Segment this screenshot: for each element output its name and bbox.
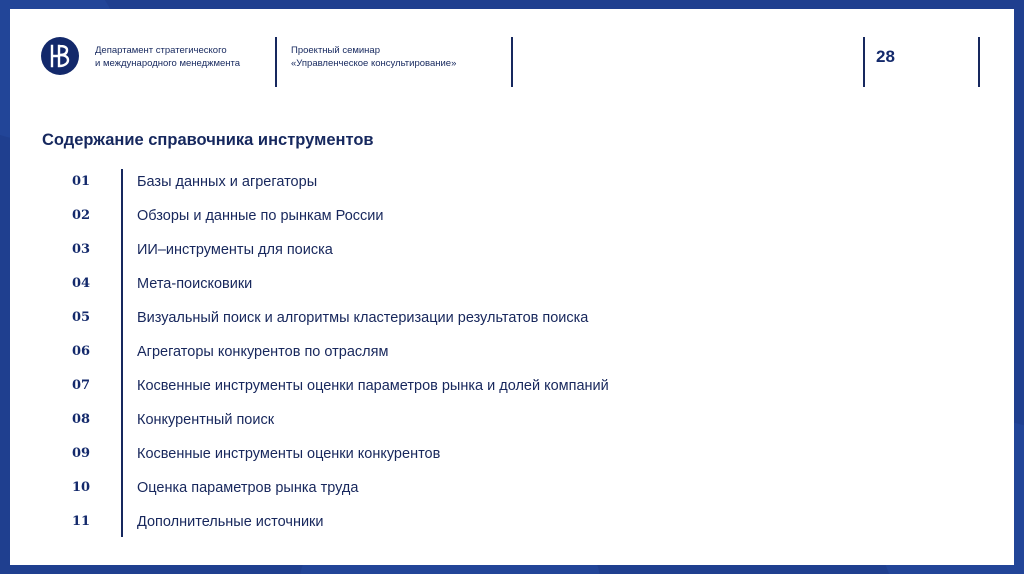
hse-logo-glyph xyxy=(48,43,72,69)
toc-item xyxy=(42,473,742,507)
toc-item xyxy=(42,201,742,235)
department-line-2: и международного менеджмента xyxy=(95,58,241,69)
toc-item xyxy=(42,235,742,269)
toc-item-number: 06 xyxy=(72,344,91,359)
header-divider xyxy=(511,37,513,87)
department-name xyxy=(95,44,270,70)
toc-item-label: Конкурентный поиск xyxy=(137,412,275,428)
seminar-line-2: «Управленческое консультирование» xyxy=(291,58,457,69)
toc-item-number: 08 xyxy=(72,412,91,427)
toc-item xyxy=(42,337,742,371)
slide xyxy=(10,9,1014,565)
toc-item-number: 11 xyxy=(72,514,91,529)
toc-item-number: 02 xyxy=(72,208,91,223)
toc-item xyxy=(42,439,742,473)
table-of-contents xyxy=(42,167,742,541)
toc-item-label: Косвенные инструменты оценки конкурентов xyxy=(137,446,441,462)
toc-item-label: Оценка параметров рынка труда xyxy=(137,480,359,496)
toc-item-label: ИИ–инструменты для поиска xyxy=(137,242,333,258)
toc-item-label: Базы данных и агрегаторы xyxy=(137,174,318,190)
hse-logo-icon xyxy=(41,37,79,75)
toc-item-label: Обзоры и данные по рынкам России xyxy=(137,208,384,224)
toc-item xyxy=(42,507,742,541)
toc-item-number: 09 xyxy=(72,446,91,461)
toc-item xyxy=(42,167,742,201)
toc-item xyxy=(42,303,742,337)
toc-item-label: Косвенные инструменты оценки параметров рынка и долей компаний xyxy=(137,378,609,394)
toc-item-number: 10 xyxy=(72,480,91,495)
toc-item-label: Мета-поисковики xyxy=(137,276,253,292)
toc-item xyxy=(42,405,742,439)
toc-item-label: Дополнительные источники xyxy=(137,514,324,530)
toc-item-number: 03 xyxy=(72,242,91,257)
toc-item-label: Агрегаторы конкурентов по отраслям xyxy=(137,344,389,360)
toc-item xyxy=(42,269,742,303)
seminar-name xyxy=(291,44,506,70)
page-number: 28 xyxy=(876,47,895,66)
department-line-1: Департамент стратегического xyxy=(95,45,227,56)
toc-item-number: 04 xyxy=(72,276,91,291)
toc-item-number: 07 xyxy=(72,378,91,393)
page-title: Содержание справочника инструментов xyxy=(42,131,374,149)
toc-item-label: Визуальный поиск и алгоритмы кластеризации результатов поиска xyxy=(137,310,589,326)
header-divider xyxy=(275,37,277,87)
header-divider xyxy=(863,37,865,87)
toc-item-number: 05 xyxy=(72,310,91,325)
header-divider xyxy=(978,37,980,87)
toc-item xyxy=(42,371,742,405)
seminar-line-1: Проектный семинар xyxy=(291,45,380,56)
toc-item-number: 01 xyxy=(72,174,91,189)
